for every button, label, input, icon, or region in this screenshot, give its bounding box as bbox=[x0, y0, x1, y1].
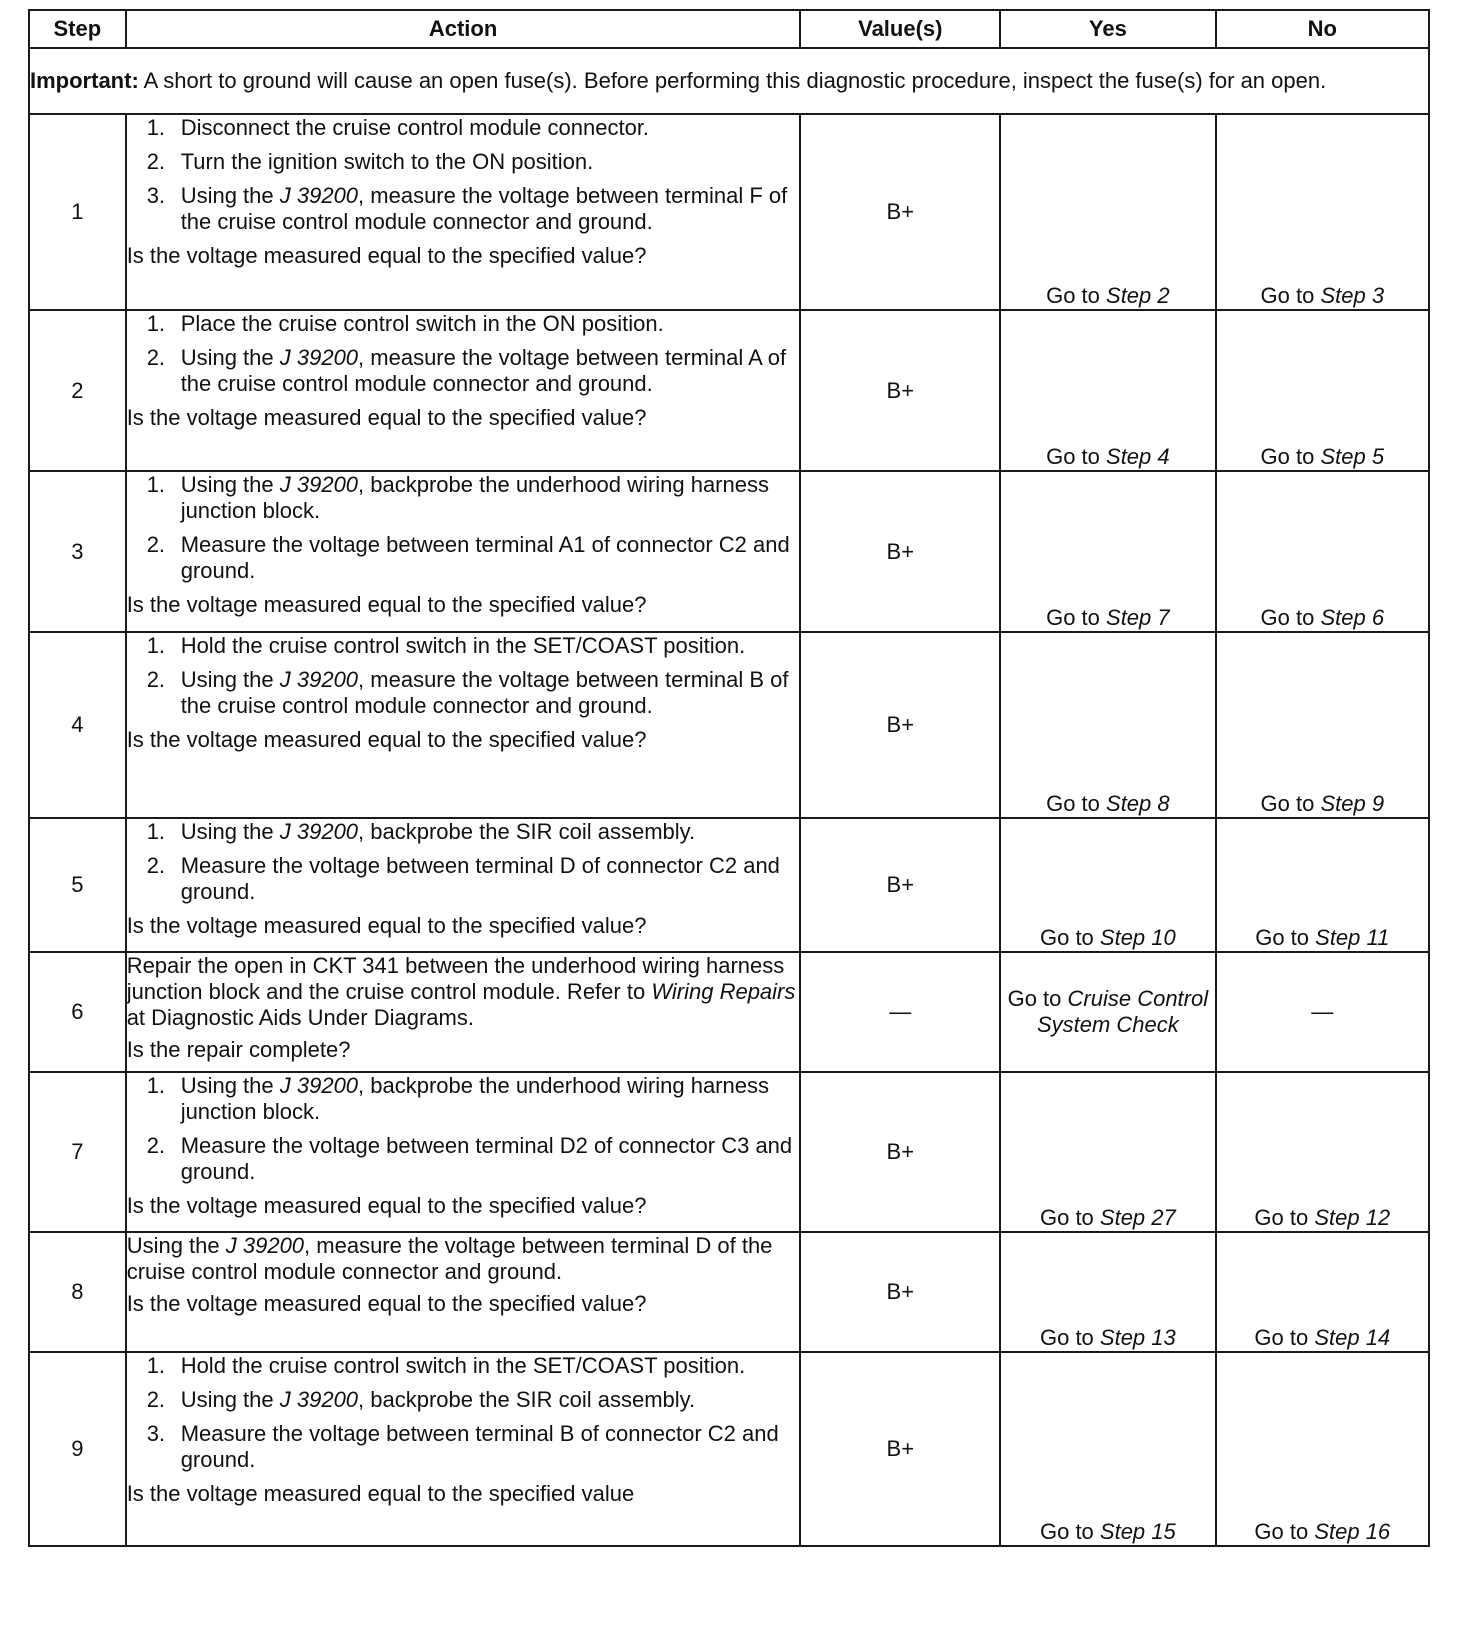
substep: 1. Place the cruise control switch in the ON position. bbox=[146, 311, 664, 336]
header-yes: Yes bbox=[1000, 10, 1215, 48]
yes-cell: Go to Cruise Control System Check bbox=[1000, 952, 1215, 1072]
action-cell bbox=[126, 632, 801, 818]
action-cell bbox=[126, 1232, 801, 1352]
no-link[interactable]: Step 11 bbox=[1315, 925, 1390, 950]
step-number: 4 bbox=[29, 632, 126, 818]
no-link[interactable]: Step 3 bbox=[1320, 283, 1385, 308]
action-cell bbox=[126, 952, 801, 1072]
yes-cell: Go to Step 4 bbox=[1000, 310, 1215, 471]
tool-name: J 39200 bbox=[225, 1233, 305, 1258]
step-number: 1 bbox=[29, 114, 126, 310]
substep: 1. Disconnect the cruise control module connector. bbox=[146, 115, 650, 140]
substep: 1. Using the J 39200, backprobe the underhood wiring harness junction block. bbox=[146, 1073, 769, 1124]
table-row bbox=[29, 818, 1429, 952]
yes-link[interactable]: Step 4 bbox=[1106, 444, 1170, 469]
yes-cell: Go to Step 10 bbox=[1000, 818, 1215, 952]
header-action: Action bbox=[126, 10, 801, 48]
no-link[interactable]: Step 12 bbox=[1314, 1205, 1391, 1230]
substep: 2. Measure the voltage between terminal D of connector C2 and ground. bbox=[146, 853, 780, 904]
action-cell bbox=[126, 310, 801, 471]
substep: 1. Using the J 39200, backprobe the underhood wiring harness junction block. bbox=[146, 472, 769, 523]
substep: 2. Using the J 39200, measure the voltage between terminal B of the cruise control module connector and ground. bbox=[146, 667, 789, 718]
step-number: 9 bbox=[29, 1352, 126, 1546]
table-row bbox=[29, 1072, 1429, 1232]
tool-name: J 39200 bbox=[279, 1387, 359, 1412]
yes-cell: Go to Step 13 bbox=[1000, 1232, 1215, 1352]
table-row bbox=[29, 1352, 1429, 1546]
step-number: 7 bbox=[29, 1072, 126, 1232]
value-cell: B+ bbox=[800, 1232, 1000, 1352]
step-number: 2 bbox=[29, 310, 126, 471]
no-cell: Go to Step 9 bbox=[1216, 632, 1429, 818]
value-cell: B+ bbox=[800, 632, 1000, 818]
question: Is the voltage measured equal to the specified value? bbox=[126, 727, 647, 752]
question: Is the voltage measured equal to the specified value? bbox=[126, 592, 647, 617]
substep: 1. Using the J 39200, backprobe the SIR coil assembly. bbox=[146, 819, 696, 844]
no-cell: Go to Step 11 bbox=[1216, 818, 1429, 952]
substep: 2. Using the J 39200, backprobe the SIR coil assembly. bbox=[146, 1387, 696, 1412]
header-row bbox=[29, 10, 1429, 48]
value-cell: B+ bbox=[800, 471, 1000, 632]
step-number: 6 bbox=[29, 952, 126, 1072]
question: Is the repair complete? bbox=[126, 1037, 351, 1062]
substep: 3. Using the J 39200, measure the voltage between terminal F of the cruise control module connector and ground. bbox=[146, 183, 788, 234]
table-row bbox=[29, 1232, 1429, 1352]
action-cell bbox=[126, 471, 801, 632]
yes-cell: Go to Step 27 bbox=[1000, 1072, 1215, 1232]
step-number: 8 bbox=[29, 1232, 126, 1352]
substep: 2. Using the J 39200, measure the voltage between terminal A of the cruise control module connector and ground. bbox=[146, 345, 787, 396]
question: Is the voltage measured equal to the specified value? bbox=[126, 1193, 647, 1218]
no-link[interactable]: Step 5 bbox=[1320, 444, 1385, 469]
tool-name: J 39200 bbox=[279, 1073, 359, 1098]
important-label: Important: bbox=[30, 68, 139, 93]
no-cell: Go to Step 16 bbox=[1216, 1352, 1429, 1546]
value-cell: — bbox=[800, 952, 1000, 1072]
question: Is the voltage measured equal to the specified value? bbox=[126, 1291, 647, 1316]
tool-name: J 39200 bbox=[279, 183, 359, 208]
step-number: 5 bbox=[29, 818, 126, 952]
substep: 2. Measure the voltage between terminal A1 of connector C2 and ground. bbox=[146, 532, 790, 583]
yes-link[interactable]: Step 7 bbox=[1106, 605, 1170, 630]
question: Is the voltage measured equal to the specified value bbox=[126, 1481, 635, 1506]
substep: 2. Turn the ignition switch to the ON position. bbox=[146, 149, 594, 174]
question: Is the voltage measured equal to the specified value? bbox=[126, 405, 647, 430]
substep: 2. Measure the voltage between terminal D2 of connector C3 and ground. bbox=[146, 1133, 793, 1184]
table-row bbox=[29, 632, 1429, 818]
yes-cell: Go to Step 15 bbox=[1000, 1352, 1215, 1546]
no-cell: Go to Step 12 bbox=[1216, 1072, 1429, 1232]
important-row bbox=[29, 48, 1429, 114]
step-number: 3 bbox=[29, 471, 126, 632]
table-row bbox=[29, 952, 1429, 1072]
question: Is the voltage measured equal to the specified value? bbox=[126, 913, 647, 938]
substep: 1. Hold the cruise control switch in the SET/COAST position. bbox=[146, 633, 746, 658]
tool-name: J 39200 bbox=[279, 819, 359, 844]
header-values: Value(s) bbox=[800, 10, 1000, 48]
header-step: Step bbox=[29, 10, 126, 48]
no-cell: Go to Step 3 bbox=[1216, 114, 1429, 310]
action-cell bbox=[126, 818, 801, 952]
yes-link[interactable]: Step 27 bbox=[1099, 1205, 1176, 1230]
action-cell bbox=[126, 114, 801, 310]
table-row bbox=[29, 114, 1429, 310]
no-cell: Go to Step 5 bbox=[1216, 310, 1429, 471]
wiring-repairs-link[interactable]: Wiring Repairs bbox=[651, 979, 796, 1004]
important-text: A short to ground will cause an open fuse(s). Before performing this diagnostic procedure, inspect the fuse(s) for an open. bbox=[138, 68, 1327, 93]
value-cell: B+ bbox=[800, 114, 1000, 310]
no-cell: — bbox=[1216, 952, 1429, 1072]
important-note bbox=[29, 48, 1429, 114]
value-cell: B+ bbox=[800, 310, 1000, 471]
yes-link[interactable]: Step 8 bbox=[1106, 791, 1170, 816]
yes-link[interactable]: Step 10 bbox=[1099, 925, 1176, 950]
measure-text: Using the J 39200, measure the voltage between terminal D of the cruise control module connector and ground. bbox=[126, 1233, 773, 1284]
no-cell: Go to Step 6 bbox=[1216, 471, 1429, 632]
question: Is the voltage measured equal to the specified value? bbox=[126, 243, 647, 268]
tool-name: J 39200 bbox=[279, 345, 359, 370]
table-row bbox=[29, 310, 1429, 471]
yes-cell: Go to Step 2 bbox=[1000, 114, 1215, 310]
table-row bbox=[29, 471, 1429, 632]
value-cell: B+ bbox=[800, 818, 1000, 952]
tool-name: J 39200 bbox=[279, 667, 359, 692]
yes-link[interactable]: Cruise Control System Check bbox=[1036, 986, 1209, 1037]
value-cell: B+ bbox=[800, 1072, 1000, 1232]
tool-name: J 39200 bbox=[279, 472, 359, 497]
no-link[interactable]: Step 16 bbox=[1314, 1519, 1391, 1544]
diagnostic-table bbox=[28, 9, 1430, 1547]
yes-link[interactable]: Step 2 bbox=[1106, 283, 1170, 308]
value-cell: B+ bbox=[800, 1352, 1000, 1546]
no-cell: Go to Step 14 bbox=[1216, 1232, 1429, 1352]
yes-link[interactable]: Step 13 bbox=[1099, 1325, 1176, 1350]
yes-cell: Go to Step 7 bbox=[1000, 471, 1215, 632]
no-link[interactable]: Step 6 bbox=[1320, 605, 1385, 630]
no-link[interactable]: Step 9 bbox=[1320, 791, 1385, 816]
yes-link[interactable]: Step 15 bbox=[1099, 1519, 1176, 1544]
no-link[interactable]: Step 14 bbox=[1314, 1325, 1391, 1350]
action-cell bbox=[126, 1072, 801, 1232]
substep: 1. Hold the cruise control switch in the SET/COAST position. bbox=[146, 1353, 746, 1378]
yes-cell: Go to Step 8 bbox=[1000, 632, 1215, 818]
header-no: No bbox=[1216, 10, 1429, 48]
action-cell bbox=[126, 1352, 801, 1546]
substep: 3. Measure the voltage between terminal B of connector C2 and ground. bbox=[146, 1421, 779, 1472]
repair-text: Repair the open in CKT 341 between the underhood wiring harness junction block and the cruise control module. Refer to Wiring Repairs at Diagnostic Aids Under Diagrams. bbox=[126, 953, 796, 1030]
